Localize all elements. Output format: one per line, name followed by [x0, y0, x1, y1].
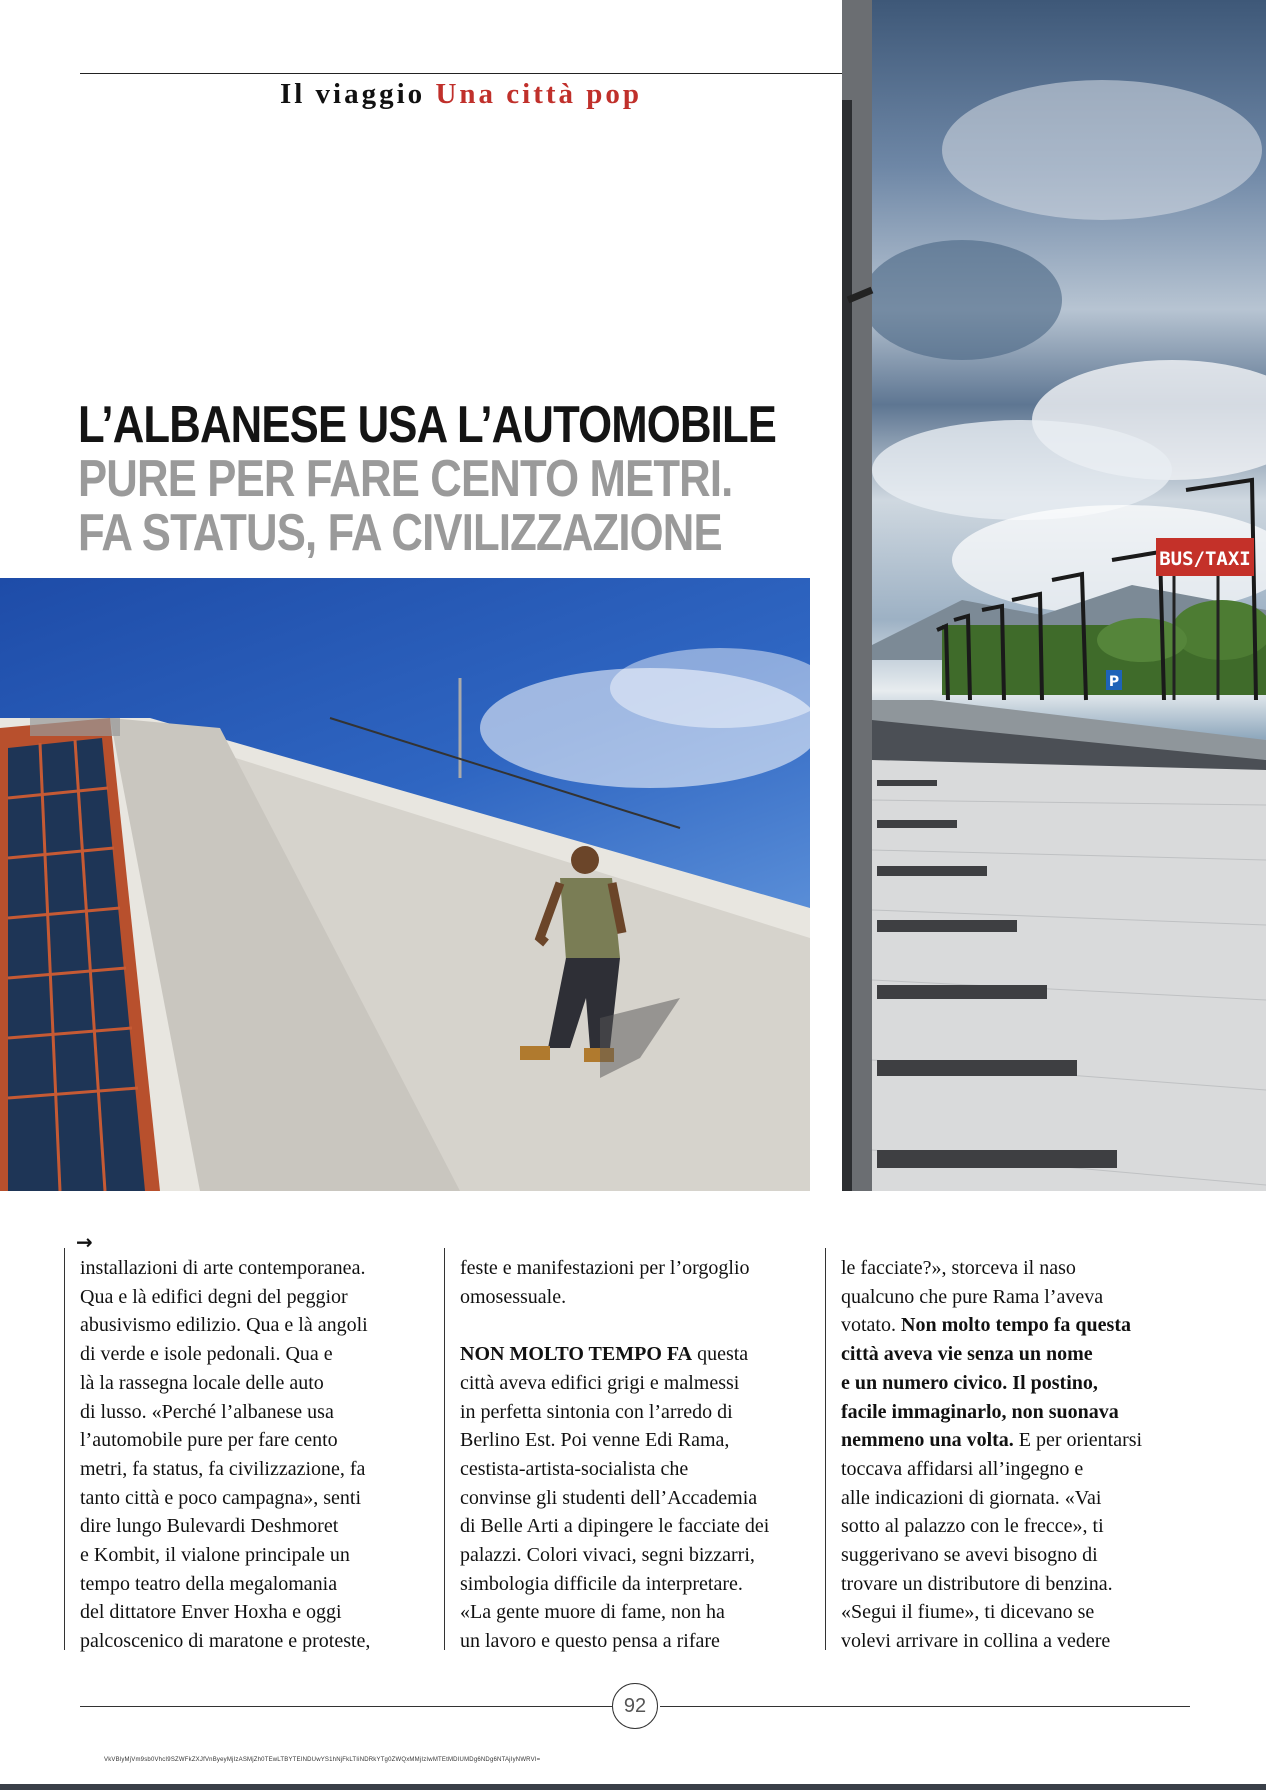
text-line: qualcuno che pure Rama l’aveva [841, 1285, 1104, 1308]
text-line: le facciate?», storceva il naso [841, 1257, 1076, 1279]
section-kicker [80, 78, 842, 111]
bold-run: nemmeno una volta. [841, 1429, 1014, 1452]
column-rule [64, 1248, 65, 1650]
text-line [841, 1311, 1201, 1340]
bottom-bar [0, 1784, 1266, 1790]
headline-line-1: L’ALBANESE USA L’AUTOMOBILE [78, 396, 777, 454]
text-line: «La gente muore di fame, non ha [460, 1601, 725, 1624]
page-number: 92 [623, 1694, 647, 1717]
text-line: simbologia difficile da interpretare. [460, 1572, 743, 1595]
text-line: omosessuale. [460, 1285, 567, 1308]
text-line: toccava affidarsi all’ingegno e [841, 1457, 1084, 1480]
text-line: tanto città e poco campagna», senti [80, 1486, 362, 1509]
header-rule [80, 73, 842, 74]
section-title: Una città pop [435, 78, 643, 110]
text-line: dire lungo Bulevardi Deshmoret [80, 1515, 339, 1538]
text-line: in perfetta sintonia con l’arredo di [460, 1400, 733, 1423]
headline-line-2: PURE PER FARE CENTO METRI. [78, 450, 733, 508]
text-line: di Belle Arti a dipingere le facciate dei [460, 1515, 770, 1538]
text-run: questa [692, 1343, 749, 1366]
column-rule [444, 1248, 445, 1650]
text-line: suggerivano se avevi bisogno di [841, 1544, 1098, 1567]
bold-run: Non molto tempo fa questa [901, 1314, 1131, 1337]
headline-line-3: FA STATUS, FA CIVILIZZAZIONE [78, 504, 722, 562]
text-line: città aveva vie senza un nome [841, 1343, 1093, 1366]
text-line: e un numero civico. Il postino, [841, 1371, 1098, 1394]
text-line [841, 1426, 1201, 1455]
text-line: convinse gli studenti dell’Accademia [460, 1486, 758, 1509]
text-line: cestista-artista-socialista che [460, 1457, 689, 1480]
text-line: Qua e là edifici degni del peggior [80, 1285, 348, 1308]
text-run: E per orientarsi [1013, 1429, 1143, 1452]
column-rule [825, 1248, 826, 1650]
footer-hash: VkVBlyMjVm9sb0VhcI9SZWFkZXJfVnByeyMjIzASMjZh0TEwLTBYTEINDUwYS1hNjFkLTIiNDRkYTg0ZWQxMMjIzIwMTEtMDIUMDg6NDg6NTAjIyNWRVI= [104, 1757, 541, 1763]
text-line: di verde e isole pedonali. Qua e [80, 1343, 333, 1366]
text-line: palazzi. Colori vivaci, segni bizzarri, [460, 1544, 755, 1567]
continuation-arrow: → [76, 1230, 93, 1254]
text-line: città aveva edifici grigi e malmessi [460, 1371, 740, 1394]
footer-rule-left [80, 1706, 612, 1707]
section-name: Il viaggio [279, 78, 426, 110]
text-line: metri, fa status, fa civilizzazione, fa [80, 1457, 366, 1480]
text-line: feste e manifestazioni per l’orgoglio [460, 1257, 750, 1279]
text-column-3 [841, 1254, 1201, 1656]
text-line: installazioni di arte contemporanea. [80, 1257, 366, 1279]
text-line: Berlino Est. Poi venne Edi Rama, [460, 1429, 730, 1452]
text-line: sotto al palazzo con le frecce», ti [841, 1515, 1104, 1538]
text-line: del dittatore Enver Hoxha e oggi [80, 1601, 342, 1624]
text-line: palcoscenico di maratone e proteste, [80, 1630, 371, 1653]
text-line: tempo teatro della megalomania [80, 1572, 338, 1595]
text-column-2 [460, 1254, 810, 1656]
bus-taxi-sign: BUS/TAXI [1159, 548, 1251, 570]
text-line: «Segui il fiume», ti dicevano se [841, 1601, 1095, 1624]
text-line: volevi arrivare in collina a vedere [841, 1630, 1111, 1653]
text-line: alle indicazioni di giornata. «Vai [841, 1486, 1102, 1509]
page-number-badge [612, 1683, 658, 1729]
text-line: trovare un distributore di benzina. [841, 1572, 1113, 1595]
parking-sign: P [1108, 674, 1120, 690]
text-line: di lusso. «Perché l’albanese usa [80, 1400, 334, 1423]
text-line: là la rassegna locale delle auto [80, 1371, 324, 1394]
text-line: facile immaginarlo, non suonava [841, 1400, 1119, 1423]
text-line: l’automobile pure per fare cento [80, 1429, 338, 1452]
text-run: votato. [841, 1314, 901, 1337]
text-line: e Kombit, il vialone principale un [80, 1544, 350, 1567]
text-line: abusivismo edilizio. Qua e là angoli [80, 1314, 368, 1337]
lead-in: NON MOLTO TEMPO FA [460, 1343, 693, 1366]
text-line [460, 1340, 810, 1369]
photo-boulevard [842, 0, 1266, 1191]
footer-rule-right [660, 1706, 1190, 1707]
photo-pyramid [0, 578, 810, 1191]
text-line: un lavoro e questo pensa a rifare [460, 1630, 720, 1653]
text-column-1 [80, 1254, 425, 1656]
